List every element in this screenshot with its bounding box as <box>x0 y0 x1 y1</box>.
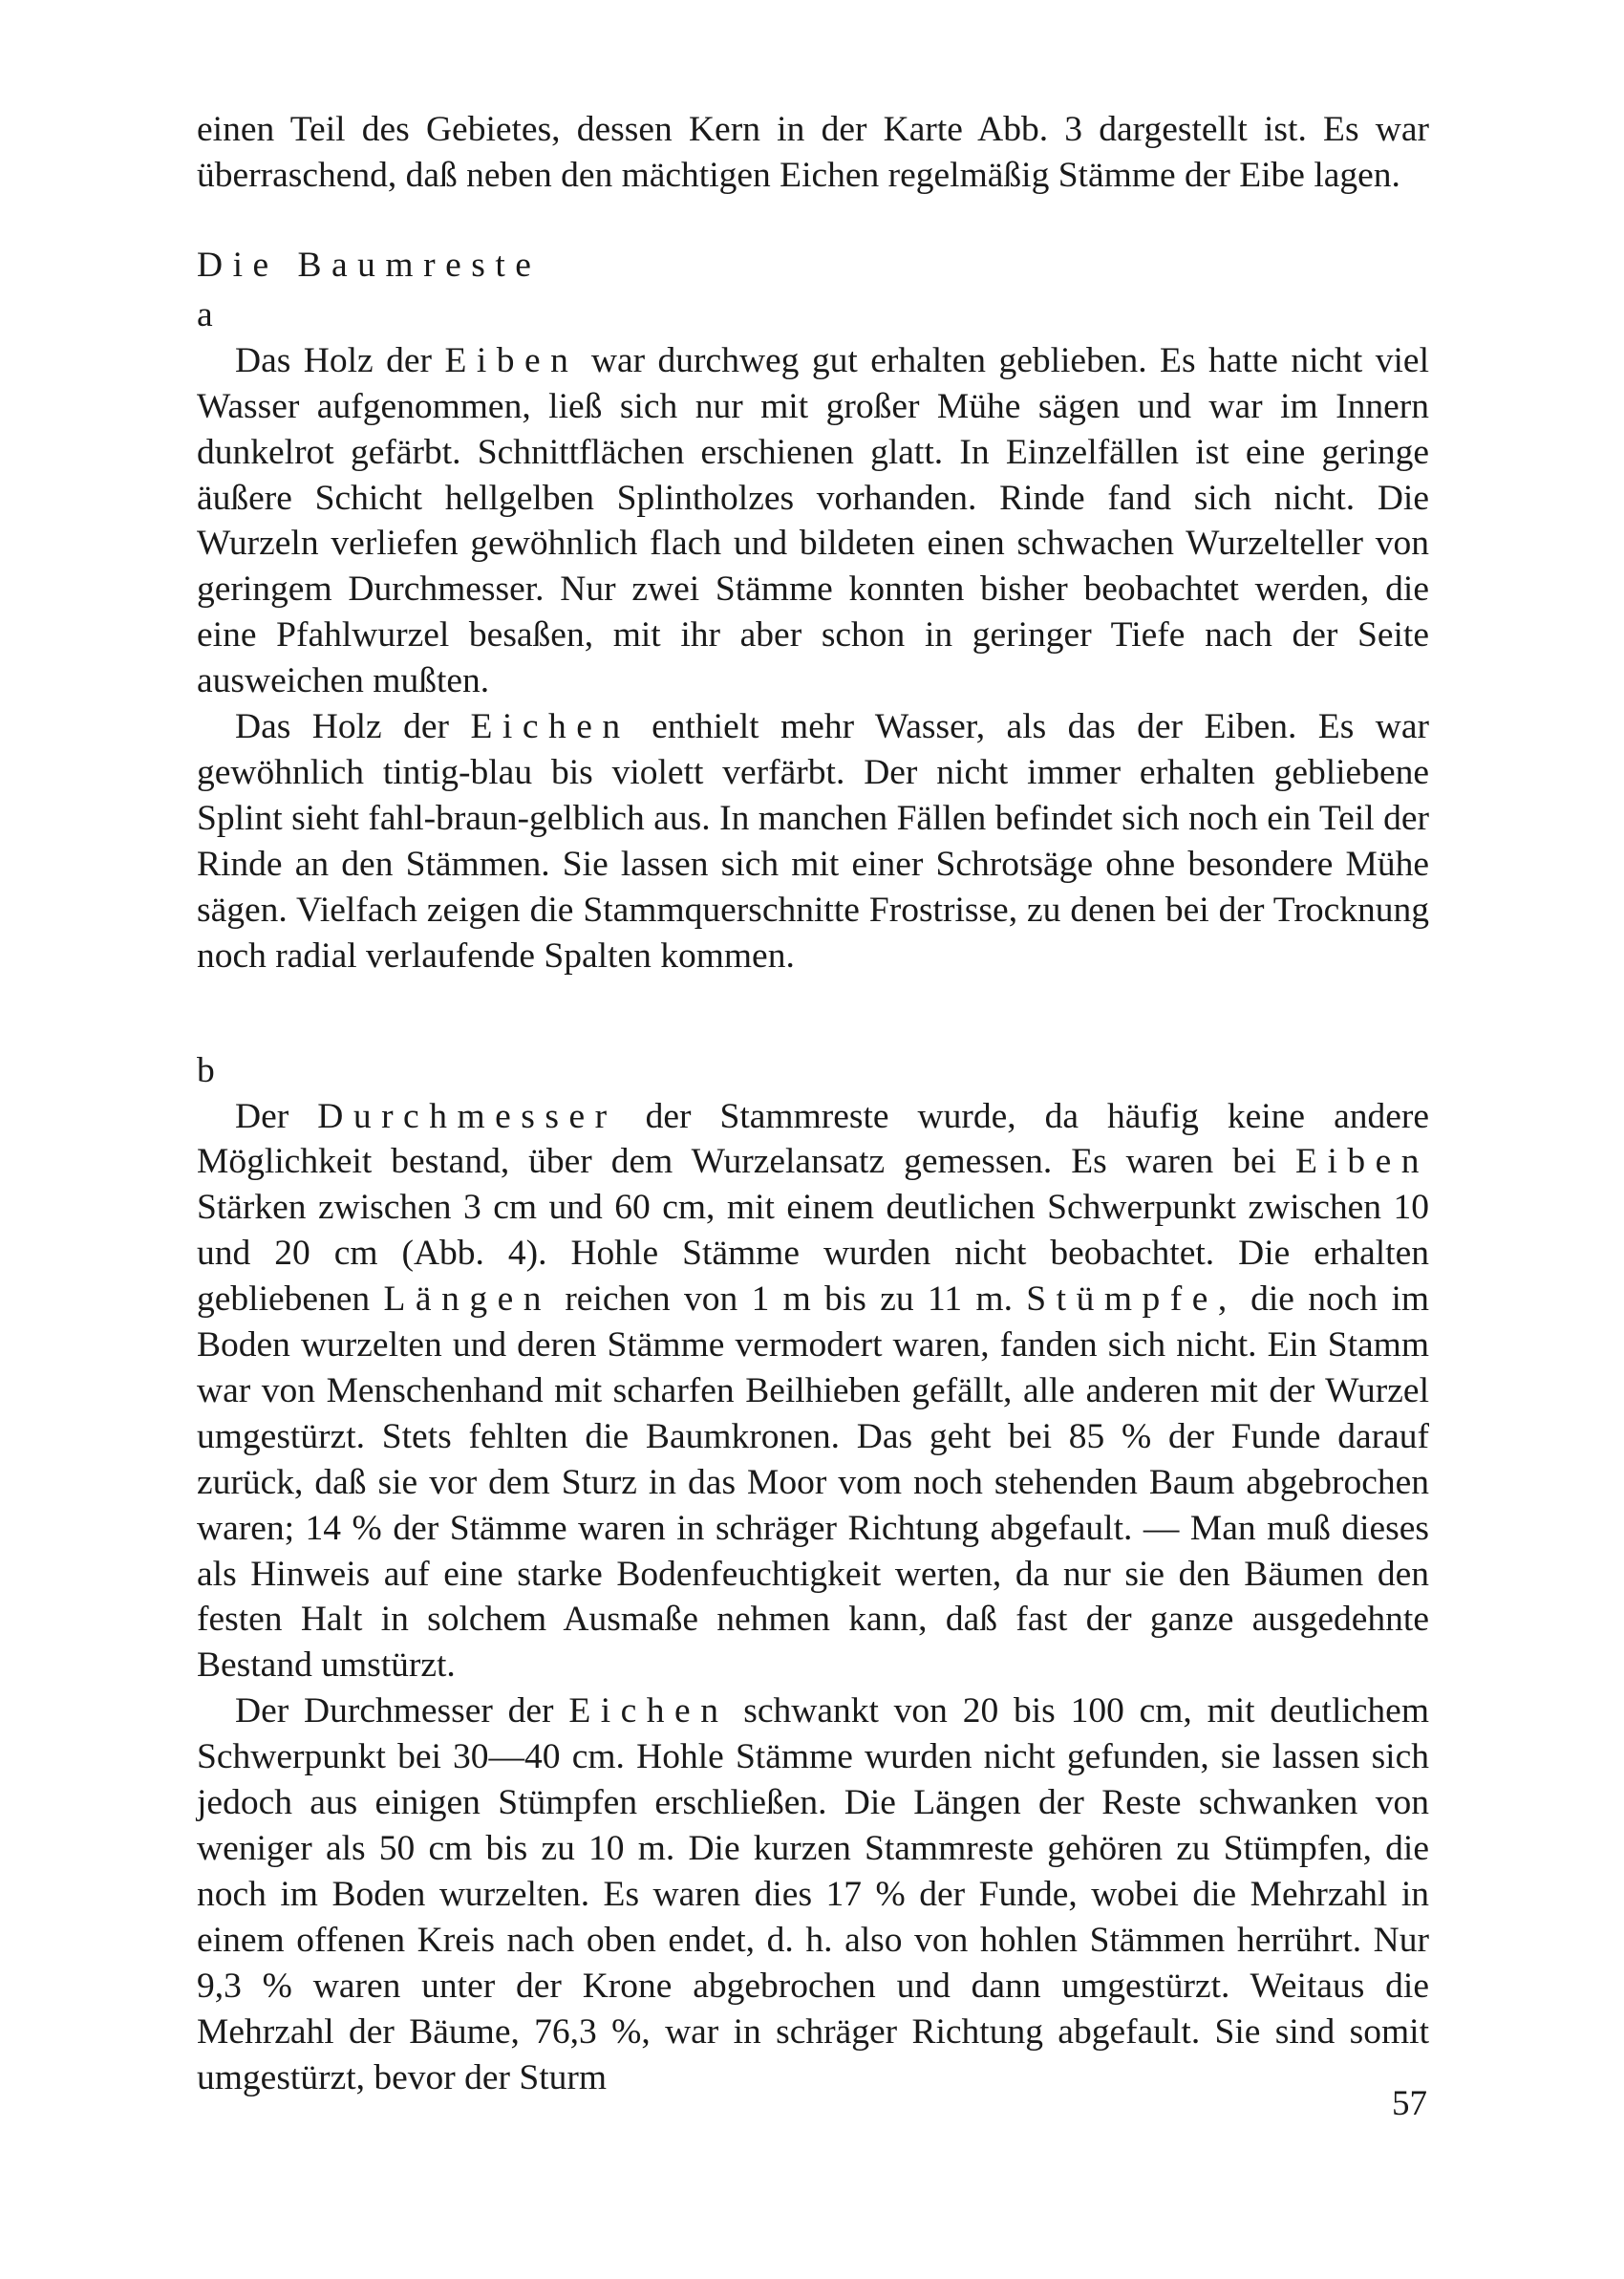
page-body <box>197 107 1429 2100</box>
text-run: schwankt von 20 bis 100 cm, mit deutlichem Schwerpunkt bei 30—40 cm. Hohle Stämme wurden nicht gefunden, sie lassen sich jedoch aus einigen Stümpfen erschließen. Die Längen der Reste schwanken von weniger als 50 cm bis zu 10 m. Die kurzen Stammreste gehören zu Stümpfen, die noch im Boden wurzelten. Es waren dies 17 % der Funde, wobei die Mehrzahl in einem offenen Kreis nach oben endet, d. h. also von hohlen Stämmen herrührt. Nur 9,3 % waren unter der Krone abgebrochen und dann umgestürzt. Weitaus die Mehrzahl der Bäume, 76,3 %, war in schräger Richtung abgefault. Sie sind somit umgestürzt, bevor der Sturm <box>197 1691 1429 2097</box>
emphasis-eichen: Eichen <box>470 707 630 747</box>
text-run: Stärken zwischen 3 cm und 60 cm, mit einem deutlichen Schwerpunkt zwischen 10 und 20 cm (Abb. 4). Hohle Stämme wurden nicht beobachtet. Die erhalten gebliebenen <box>197 1188 1429 1320</box>
text-run: war durchweg gut erhalten geblieben. Es hatte nicht viel Wasser aufgenommen, ließ sich nur mit großer Mühe sägen und war im Innern dunkelrot gefärbt. Schnittflächen erschienen glatt. In Einzelfällen ist eine geringe äußere Schicht hellgelben Splintholzes vorhanden. Rinde fand sich nicht. Die Wurzeln verliefen gewöhnlich flach und bildeten einen schwachen Wurzelteller von geringem Durchmesser. Nur zwei Stämme konnten bisher beobachtet werden, die eine Pfahlwurzel besaßen, mit ihr aber schon in geringer Tiefe nach der Seite ausweichen mußten. <box>197 340 1429 701</box>
paragraph-durchmesser-eichen <box>197 1688 1429 2100</box>
emphasis-durchmesser: Durchmesser <box>317 1096 617 1136</box>
text-run: Das Holz der <box>235 340 432 380</box>
paragraph-eiben-holz <box>197 338 1429 704</box>
text-run: die noch im Boden wurzelten und deren Stämme vermodert waren, fanden sich nicht. Ein Stamm war von Menschenhand mit scharfen Beilhieben gefällt, alle anderen mit der Wurzel umgestürzt. Stets fehlten die Baumkronen. Das geht bei 85 % der Funde darauf zurück, daß sie vor dem Sturz in das Moor vom noch stehenden Baum abgebrochen waren; 14 % der Stämme waren in schräger Richtung abgefault. — Man muß dieses als Hinweis auf eine starke Bodenfeuchtigkeit werten, da nur sie den Bäumen den festen Halt in solchem Ausmaße nehmen kann, daß fast der ganze ausgedehnte Bestand umstürzt. <box>197 1279 1430 1686</box>
text-run: enthielt mehr Wasser, als das der Eiben. Es war gewöhnlich tintig-blau bis violett verfärbt. Der nicht immer erhalten gebliebene Splint sieht fahl-braun-gelblich aus. In manchen Fällen befindet sich noch ein Teil der Rinde an den Stämmen. Sie lassen sich mit einer Schrotsäge ohne besondere Mühe sägen. Vielfach zeigen die Stammquerschnitte Frostrisse, zu denen bei der Trocknung noch radial verlaufende Spalten kommen. <box>197 707 1429 976</box>
text-run: Der Durchmesser der <box>235 1691 554 1731</box>
text-run: der Stammreste wurde, da häufig keine andere Möglichkeit bestand, über dem Wurzelansatz gemessen. Es waren bei <box>197 1096 1430 1182</box>
emphasis-eiben: Eiben <box>1295 1142 1430 1182</box>
emphasis-eiben: Eiben <box>444 340 579 380</box>
subsection-label-b: b <box>197 1050 215 1090</box>
page-number: 57 <box>1392 2084 1427 2123</box>
intro-paragraph: einen Teil des Gebietes, dessen Kern in der Karte Abb. 3 dargestellt ist. Es war überraschend, daß neben den mächtigen Eichen regelmäßig Stämme der Eibe lagen. <box>197 110 1429 195</box>
paragraph-eichen-holz <box>197 704 1429 978</box>
section-heading: Die Baumreste <box>197 245 542 285</box>
text-run: Der <box>235 1096 289 1136</box>
text-run: Das Holz der <box>235 707 450 747</box>
emphasis-eichen: Eichen <box>568 1691 729 1731</box>
paragraph-durchmesser-eiben <box>197 1094 1429 1689</box>
text-run: reichen von 1 m bis zu 11 m. <box>565 1279 1013 1320</box>
emphasis-laengen: Längen <box>383 1279 551 1320</box>
subsection-label-a: a <box>197 294 213 334</box>
emphasis-stuempfe: Stümpfe, <box>1026 1279 1237 1320</box>
